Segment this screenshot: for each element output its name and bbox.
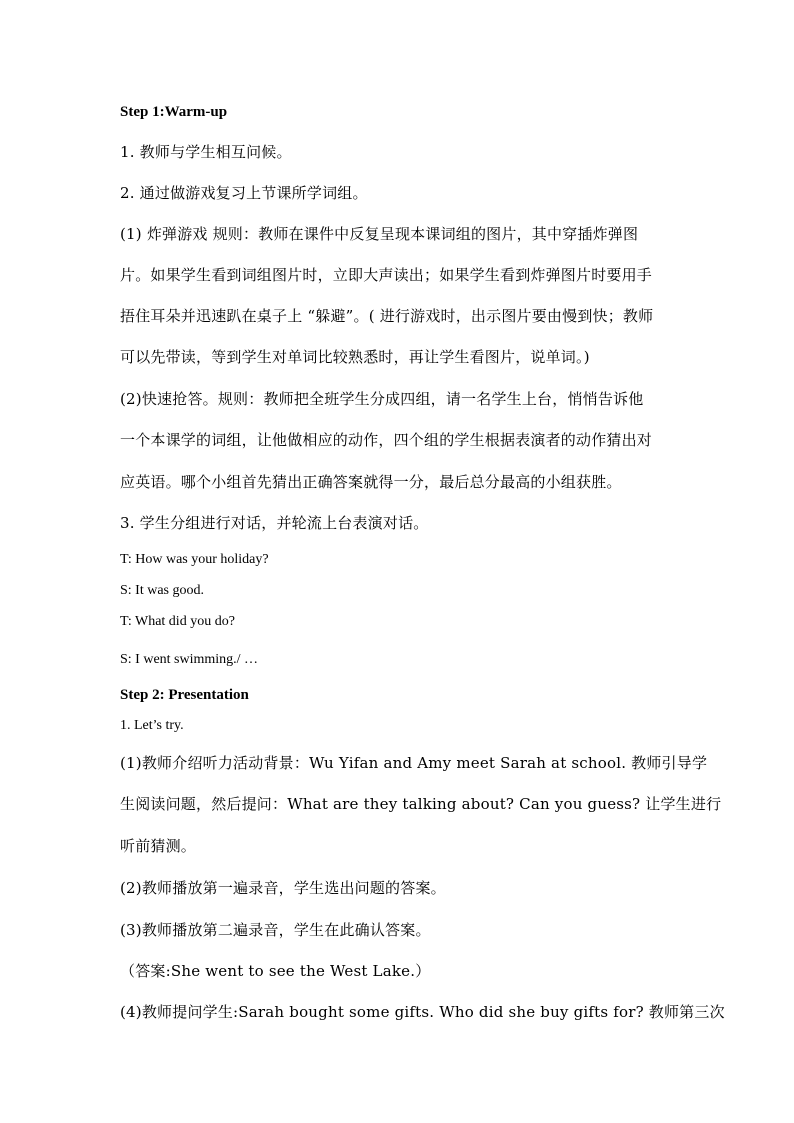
listening-step-2: (2)教师播放第一遍录音，学生选出问题的答案。	[120, 879, 446, 897]
listening-line-3: 听前猜测。	[120, 837, 197, 855]
listening-step-3: (3)教师播放第二遍录音，学生在此确认答案。	[120, 921, 431, 939]
dialog-line-1: T: How was your holiday?	[120, 552, 269, 567]
step1-heading: Step 1:Warm-up	[120, 104, 228, 120]
listening-step-4: (4)教师提问学生:Sarah bought some gifts. Who did she buy gifts for? 教师第三次	[120, 1003, 725, 1021]
listening-line-2: 生阅读问题，然后提问：What are they talking about? Can you guess? 让学生进行	[120, 795, 722, 813]
step1-item-1: 1. 教师与学生相互问候。	[120, 143, 292, 161]
bomb-game-line-2: 片。如果学生看到词组图片时，立即大声读出；如果学生看到炸弹图片时要用手	[120, 266, 653, 284]
step1-item-2: 2. 通过做游戏复习上节课所学词组。	[120, 184, 368, 202]
quick-answer-line-1: (2)快速抢答。规则：教师把全班学生分成四组，请一名学生上台，悄悄告诉他	[120, 390, 644, 408]
listening-line-1: (1)教师介绍听力活动背景：Wu Yifan and Amy meet Sarah at school. 教师引导学	[120, 754, 708, 772]
answer-line: （答案:She went to see the West Lake.）	[120, 962, 431, 980]
quick-answer-line-2: 一个本课学的词组，让他做相应的动作，四个组的学生根据表演者的动作猜出对	[120, 431, 653, 449]
step1-item-3: 3. 学生分组进行对话，并轮流上台表演对话。	[120, 514, 429, 532]
bomb-game-line-1: (1) 炸弹游戏 规则：教师在课件中反复呈现本课词组的图片，其中穿插炸弹图	[120, 225, 639, 243]
bomb-game-line-3: 捂住耳朵并迅速趴在桌子上 “躲避”。( 进行游戏时，出示图片要由慢到快；教师	[120, 307, 654, 325]
dialog-line-4: S: I went swimming./ …	[120, 652, 259, 667]
dialog-line-3: T: What did you do?	[120, 614, 235, 629]
step2-heading: Step 2: Presentation	[120, 687, 249, 703]
step2-item-1: 1. Let’s try.	[120, 718, 184, 733]
bomb-game-line-4: 可以先带读，等到学生对单词比较熟悉时，再让学生看图片，说单词。)	[120, 348, 590, 366]
quick-answer-line-3: 应英语。哪个小组首先猜出正确答案就得一分，最后总分最高的小组获胜。	[120, 473, 622, 491]
dialog-line-2: S: It was good.	[120, 583, 204, 598]
